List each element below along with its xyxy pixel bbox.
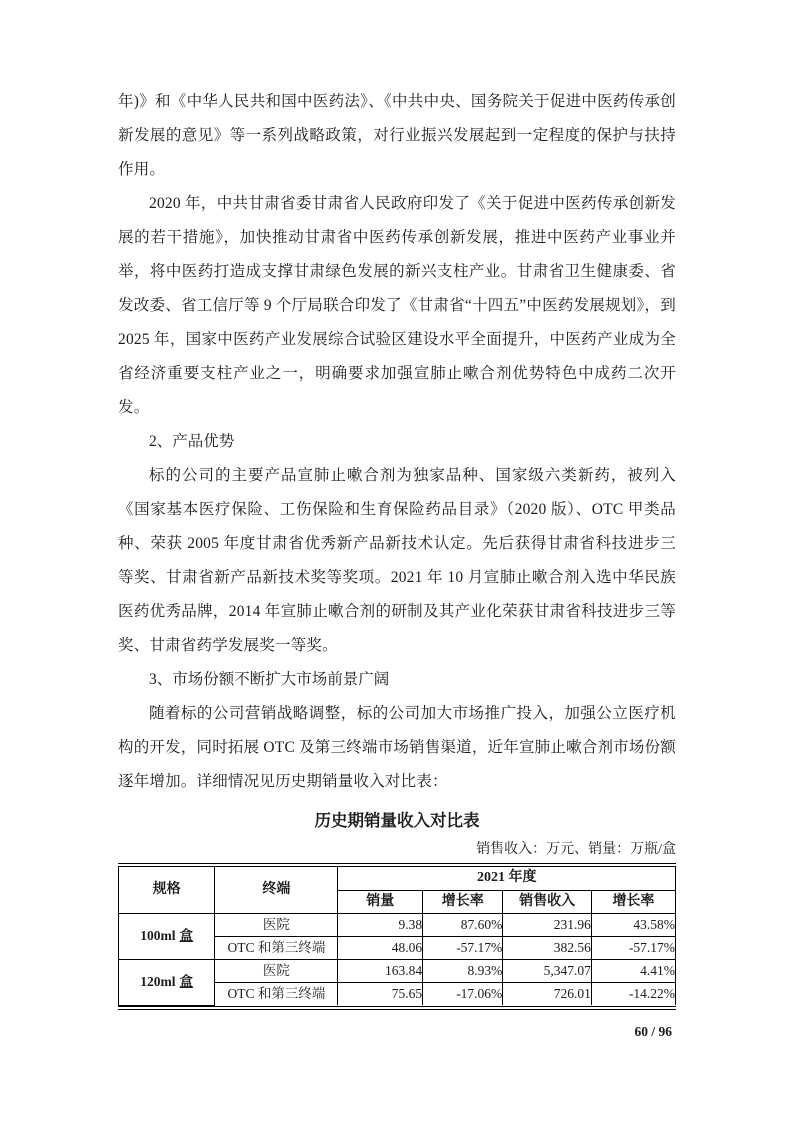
- revenue-cell: 726.01: [503, 982, 592, 1005]
- volume-growth-cell: 8.93%: [423, 959, 503, 982]
- table-row: [119, 959, 676, 982]
- paragraph-gansu-policy: 2020 年，中共甘肃省委甘肃省人民政府印发了《关于促进中医药传承创新发展的若干措施》，加快推动甘肃省中医药传承创新发展，推进中医药产业事业并举，将中医药打造成支撑甘肃绿色发展的新兴支柱产业。甘肃省卫生健康委、省发改委、省工信厅等 9 个厅局联合印发了《甘肃省“十四五”中医药发展规划》，到 2025 年，国家中医药产业发展综合试验区建设水平全面提升，中医药产业成为全省经济重要支柱产业之一，明确要求加强宣肺止嗽合剂优势特色中成药二次开发。: [118, 195, 676, 416]
- spec-unit: 盒: [179, 974, 194, 989]
- document-body: [118, 0, 676, 1010]
- terminal-cell: OTC 和第三终端: [215, 936, 338, 959]
- column-header-revenue: 销售收入: [503, 890, 592, 913]
- table-row: [119, 913, 676, 936]
- revenue-cell: 5,347.07: [503, 959, 592, 982]
- table-unit-note: 销售收入：万元、销量：万瓶/盒: [476, 842, 676, 857]
- column-header-spec: 规格: [119, 867, 215, 913]
- revenue-growth-cell: 43.58%: [591, 913, 675, 936]
- column-header-volume-growth: 增长率: [423, 890, 503, 913]
- column-header-terminal: 终端: [215, 867, 338, 913]
- column-header-revenue-growth: 增长率: [591, 890, 675, 913]
- terminal-cell: 医院: [215, 913, 338, 936]
- column-header-period: 2021 年度: [338, 867, 676, 890]
- sales-comparison-table: [118, 867, 676, 1006]
- spec-cell-120ml: [119, 959, 215, 1005]
- column-header-volume: 销量: [338, 890, 423, 913]
- sales-comparison-table-wrapper: [118, 863, 676, 1010]
- section-heading-market-share: 3、市场份额不断扩大市场前景广阔: [149, 671, 390, 688]
- section-heading-product-advantage: 2、产品优势: [149, 433, 235, 450]
- table-header-row-1: [119, 867, 676, 890]
- volume-cell: 75.65: [338, 982, 423, 1005]
- spec-size: 120ml: [140, 974, 176, 989]
- revenue-growth-cell: -57.17%: [591, 936, 675, 959]
- revenue-growth-cell: 4.41%: [591, 959, 675, 982]
- volume-growth-cell: -57.17%: [423, 936, 503, 959]
- volume-growth-cell: -17.06%: [423, 982, 503, 1005]
- volume-growth-cell: 87.60%: [423, 913, 503, 936]
- revenue-cell: 382.56: [503, 936, 592, 959]
- paragraph-product-advantage: 标的公司的主要产品宣肺止嗽合剂为独家品种、国家级六类新药，被列入《国家基本医疗保险、工伤保险和生育保险药品目录》（2020 版）、OTC 甲类品种、荣获 2005 年度甘肃省优秀新产品新技术认定。先后获得甘肃省科技进步三等奖、甘肃省新产品新技术奖等奖项。2021 年 10 月宣肺止嗽合剂入选中华民族医药优秀品牌，2014 年宣肺止嗽合剂的研制及其产业化荣获甘肃省科技进步三等奖、甘肃省药学发展奖一等奖。: [118, 467, 676, 654]
- page-number: 60 / 96: [634, 1024, 672, 1039]
- table-title: 历史期销量收入对比表: [314, 811, 480, 830]
- revenue-cell: 231.96: [503, 913, 592, 936]
- terminal-cell: 医院: [215, 959, 338, 982]
- volume-cell: 48.06: [338, 936, 423, 959]
- volume-cell: 163.84: [338, 959, 423, 982]
- terminal-cell: OTC 和第三终端: [215, 982, 338, 1005]
- paragraph-policy-continuation: 年)》和《中华人民共和国中医药法》、《中共中央、国务院关于促进中医药传承创新发展的意见》等一系列战略政策，对行业振兴发展起到一定程度的保护与扶持作用。: [118, 93, 676, 178]
- spec-cell-100ml: [119, 913, 215, 959]
- spec-unit: 盒: [179, 928, 194, 943]
- spec-size: 100ml: [140, 928, 176, 943]
- paragraph-market-share: 随着标的公司营销战略调整，标的公司加大市场推广投入，加强公立医疗机构的开发，同时拓展 OTC 及第三终端市场销售渠道，近年宣肺止嗽合剂市场份额逐年增加。详细情况见历史期销量收入对比表：: [118, 705, 676, 790]
- volume-cell: 9.38: [338, 913, 423, 936]
- revenue-growth-cell: -14.22%: [591, 982, 675, 1005]
